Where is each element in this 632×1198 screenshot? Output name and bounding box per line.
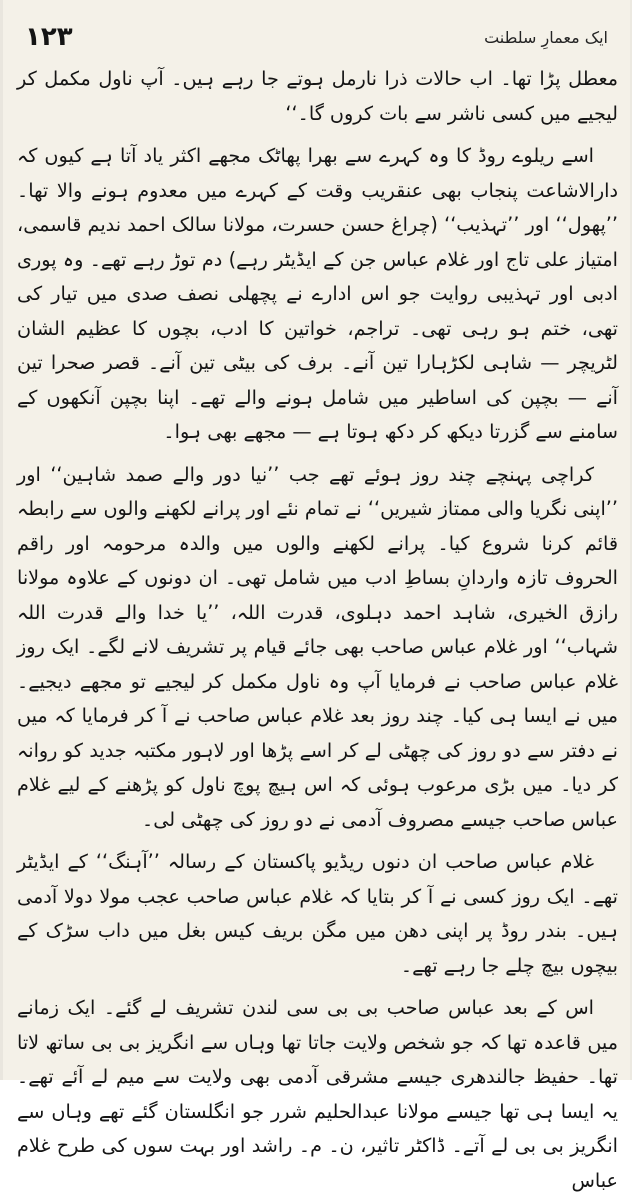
page-number: ۱۲۳ — [25, 22, 73, 52]
paragraph-2: اسے ریلوے روڈ کا وہ کہرے سے بھرا پھاٹک مجھے اکثر یاد آتا ہے کیوں کہ دارالاشاعت پنجاب بھی عنقریب وقت کے کہرے میں معدوم ہونے والا تھا۔ ’’پھول‘‘ اور ’’تہذیب‘‘ (چراغ حسن حسرت، مولانا سالک احمد ندیم قاسمی، امتیاز علی تاج اور غلام عباس جن کے ایڈیٹر رہے) دم توڑ رہے تھے۔ وہ پوری ادبی اور تہذیبی روایت جو اس ادارے نے پچھلی نصف صدی میں تیار کی تھی، ختم ہو رہی تھی۔ تراجم، خواتین کا ادب، بچوں کا عظیم الشان لٹریچر — شاہی لکڑہارا تین آنے۔ برف کی بیٹی تین آنے۔ قصر صحرا تین آنے — بچپن کی اساطیر میں شامل ہونے والے تھے۔ اپنا بچپن آنکھوں کے سامنے سے گزرتا دیکھ کر دکھ ہوتا ہے — مجھے بھی ہوا۔ — [17, 144, 618, 443]
page-header — [25, 20, 608, 54]
page-content — [17, 62, 618, 1192]
paragraph-3: کراچی پہنچے چند روز ہوئے تھے جب ’’نیا دور والے صمد شاہین‘‘ اور ’’اپنی نگریا والی ممتاز شیریں‘‘ نے تمام نئے اور پرانے لکھنے والوں سے رابطہ قائم کرنا شروع کیا۔ پرانے لکھنے والوں میں والدہ مرحومہ اور راقم الحروف تازہ واردانِ بساطِ ادب میں شامل تھی۔ ان دونوں کے علاوہ مولانا رازق الخیری، شاہد احمد دہلوی، قدرت اللہ، ’’یا خدا والے قدرت اللہ شہاب‘‘ اور غلام عباس صاحب بھی جائے قیام پر تشریف لانے لگے۔ ایک روز غلام عباس صاحب نے فرمایا آپ وہ ناول مکمل کر لیجیے تو مجھے دیجیے۔ میں نے ایسا ہی کیا۔ چند روز بعد غلام عباس صاحب نے آ کر فرمایا کہ میں نے دفتر سے دو روز کی چھٹی لے کر اسے پڑھا اور لاہور مکتبہ جدید کو روانہ کر دیا۔ میں بڑی مرعوب ہوئی کہ اس ہیچ پوچ ناول کو پڑھنے کے لیے غلام عباس صاحب جیسے مصروف آدمی نے دو روز کی چھٹی لی۔ — [17, 462, 618, 831]
paragraph-4: غلام عباس صاحب ان دنوں ریڈیو پاکستان کے رسالہ ’’آہنگ‘‘ کے ایڈیٹر تھے۔ ایک روز کسی نے آ کر بتایا کہ غلام عباس صاحب عجب مولا دولا آدمی ہیں۔ بندر روڈ پر اپنی دھن میں مگن بریف کیس بغل میں داب سڑک کے بیچوں بیچ چلے جا رہے تھے۔ — [17, 850, 618, 977]
running-title: ایک معمارِ سلطنت — [484, 27, 608, 47]
paragraph-5: اس کے بعد عباس صاحب بی بی سی لندن تشریف لے گئے۔ ایک زمانے میں قاعدہ تھا کہ جو شخص ولایت جاتا تھا وہاں سے انگریز بی بی ساتھ لاتا تھا۔ حفیظ جالندھری جیسے مشرقی آدمی بھی ولایت سے میم لے آئے تھے۔ یہ ایسا ہی تھا جیسے مولانا عبدالحلیم شرر جو انگلستان گئے تھے وہاں سے انگریز بی بی لے آتے۔ ڈاکٹر تاثیر، ن۔ م۔ راشد اور بہت سوں کی طرح غلام عباس — [17, 996, 618, 1192]
paragraph-1: معطل پڑا تھا۔ اب حالات ذرا نارمل ہوتے جا رہے ہیں۔ آپ ناول مکمل کر لیجیے میں کسی ناشر سے بات کروں گا۔‘‘ — [17, 67, 618, 125]
